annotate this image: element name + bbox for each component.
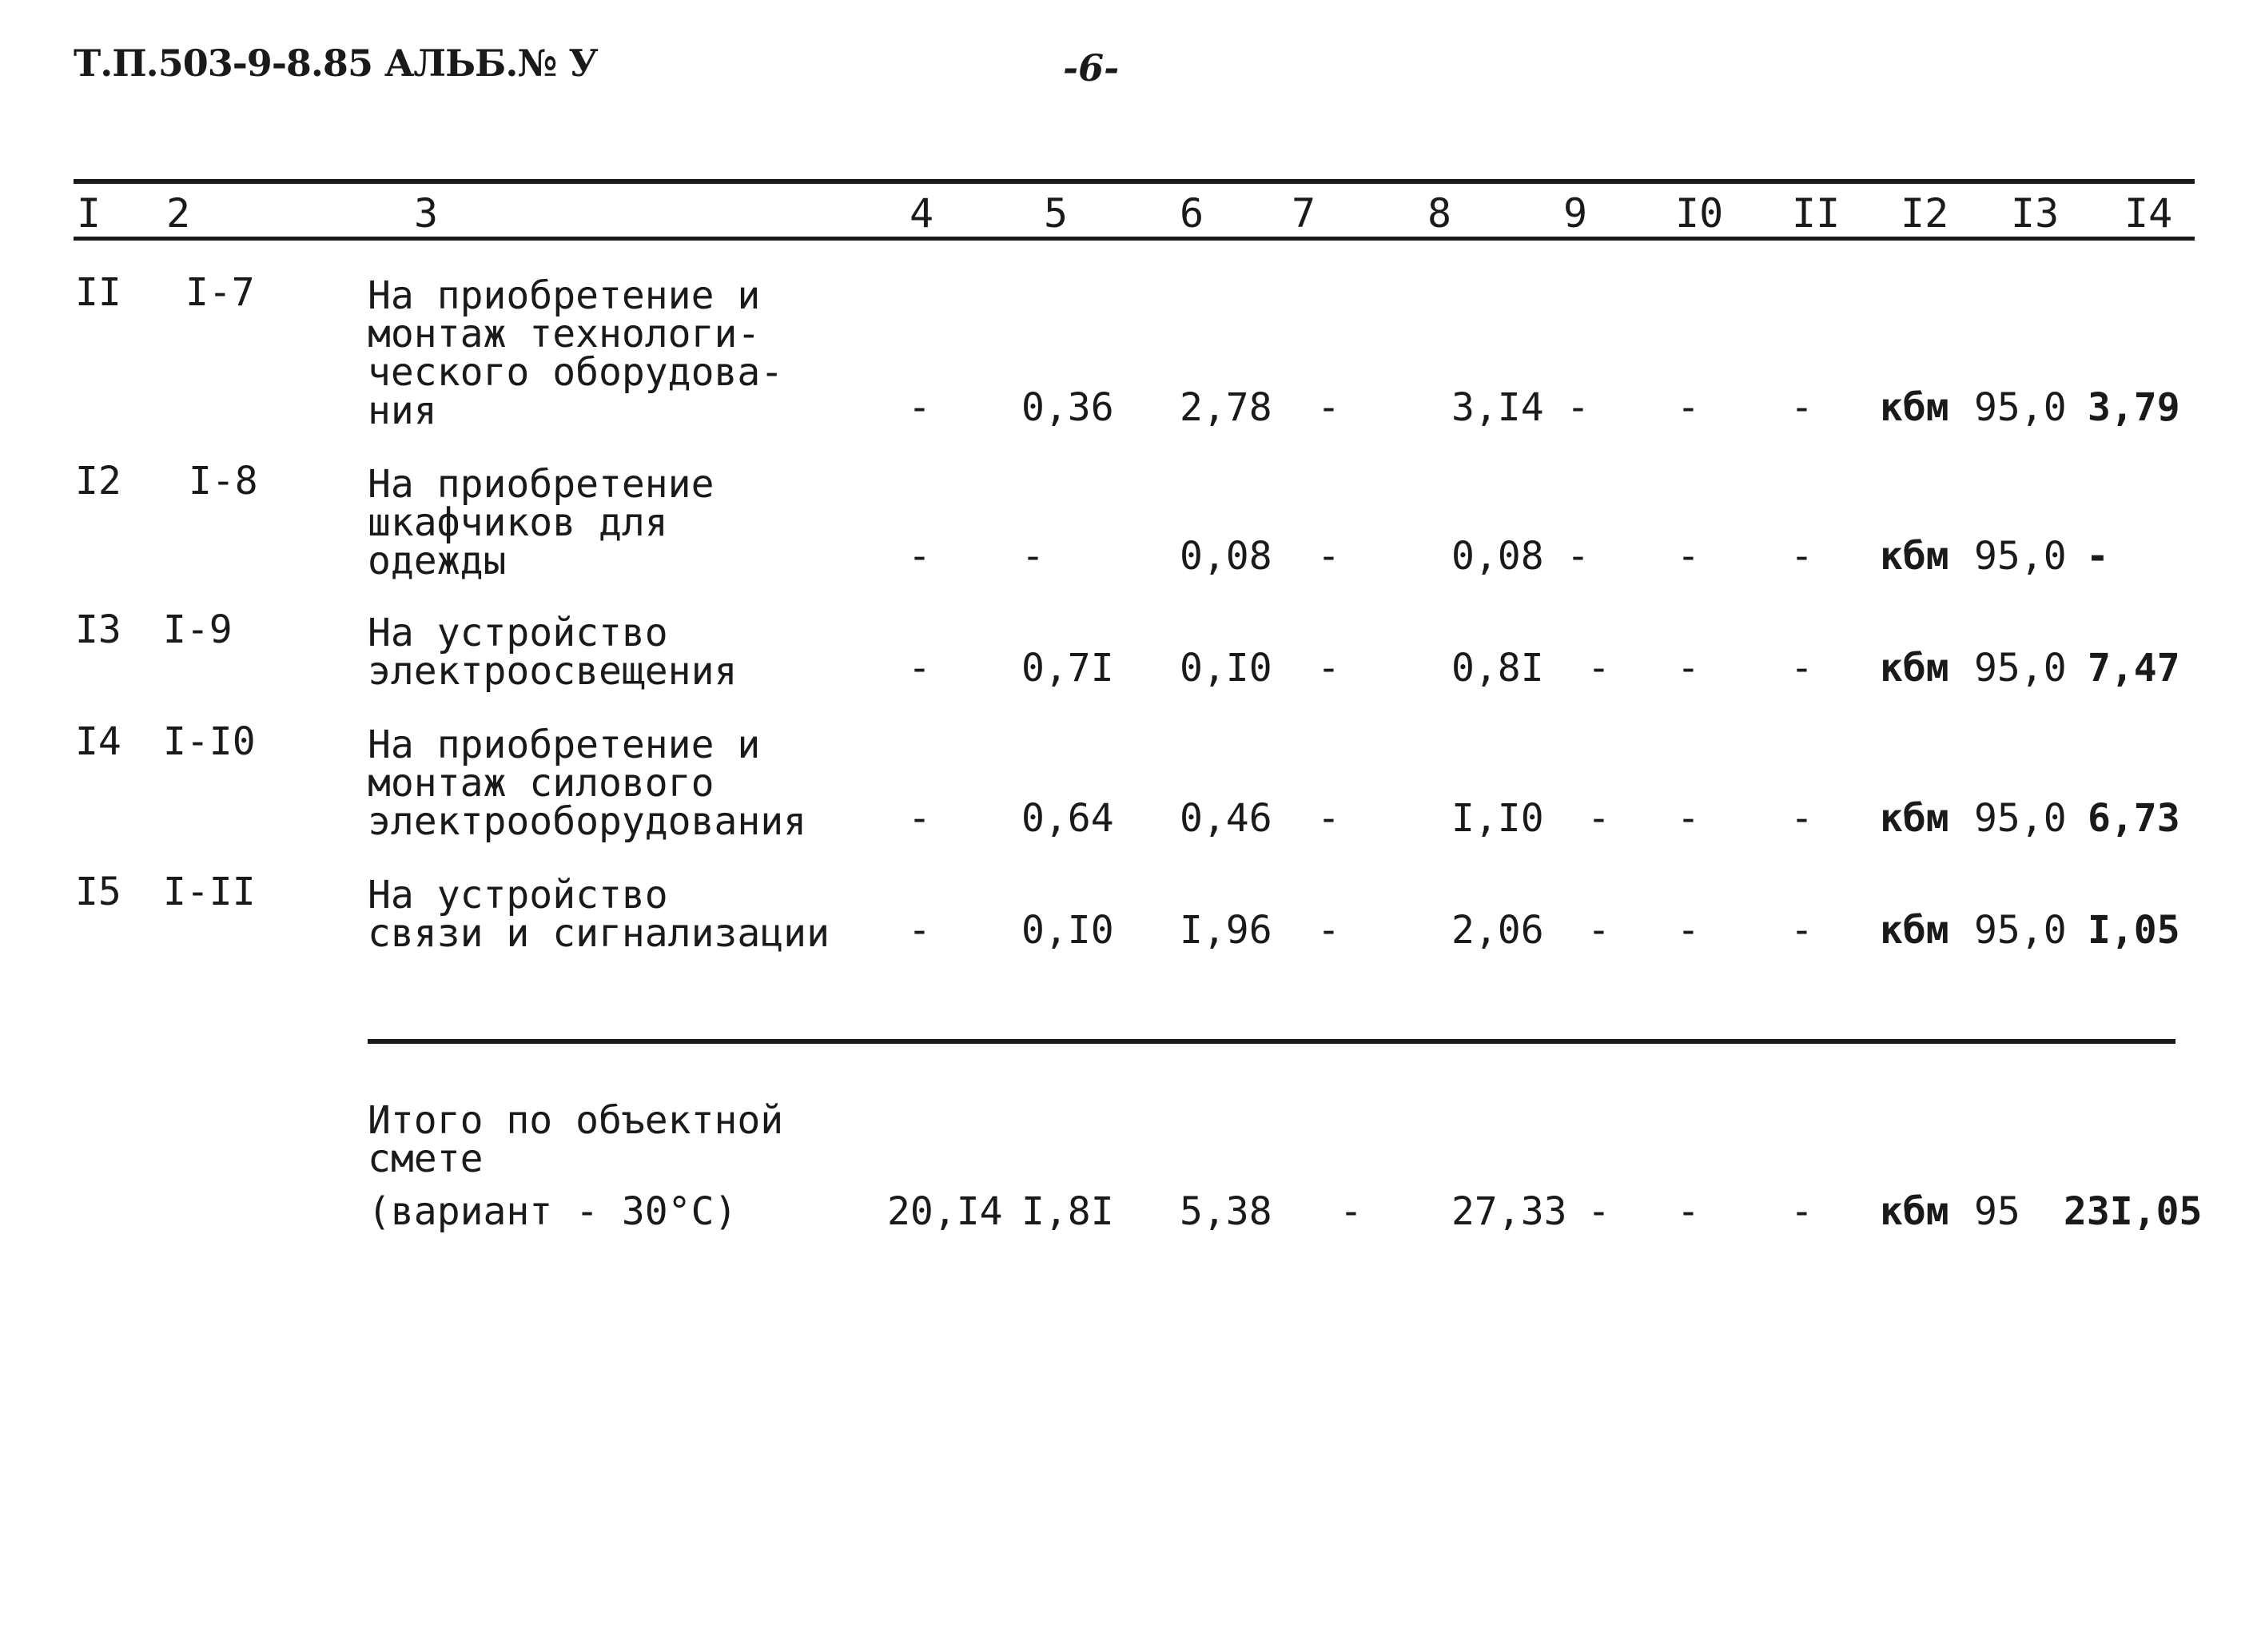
column-header: 2 [166,190,191,237]
cell-col9: - [1587,646,1610,691]
cell-col4: - [908,796,931,841]
total-col6: 5,38 [1180,1189,1272,1234]
cell-col9: - [1566,385,1590,430]
cell-col11: - [1790,534,1813,579]
cell-col10: - [1677,534,1700,579]
cell-col6: 0,08 [1180,534,1272,579]
total-col12: кбм [1880,1189,1949,1234]
cell-col14: 3,79 [2088,385,2180,430]
row-code: I-II [163,870,256,914]
cell-col10: - [1677,385,1700,430]
total-col9: - [1587,1189,1610,1234]
cell-col8: 2,06 [1451,908,1544,953]
cell-col11: - [1790,385,1813,430]
row-code: I-9 [163,607,233,652]
cell-col5: 0,7I [1021,646,1114,691]
row-code: I-8 [189,459,258,504]
cell-col12: кбм [1880,908,1949,953]
total-col8: 27,33 [1451,1189,1567,1234]
cell-col8: 0,08 [1451,534,1544,579]
cell-col4: - [908,646,931,691]
cell-col7: - [1317,796,1340,841]
row-description: На устройство электроосвещения [368,611,738,694]
cell-col7: - [1317,534,1340,579]
cell-col12: кбм [1880,646,1949,691]
cell-col6: I,96 [1180,908,1272,953]
cell-col10: - [1677,646,1700,691]
column-header: I2 [1901,190,1949,237]
column-header: I3 [2011,190,2060,237]
cell-col6: 0,46 [1180,796,1272,841]
row-description: На устройство связи и сигнализации [368,873,830,956]
cell-col10: - [1677,908,1700,953]
cell-col8: 0,8I [1451,646,1544,691]
cell-col11: - [1790,646,1813,691]
column-header: 4 [910,190,934,237]
cell-col14: 7,47 [2088,646,2180,691]
cell-col11: - [1790,908,1813,953]
column-header: I [77,190,102,237]
cell-col7: - [1317,385,1340,430]
cell-col7: - [1317,646,1340,691]
document-code: Т.П.503-9-8.85 АЛЬБ.№ У [74,42,598,85]
total-label: Итого по объектной смете [368,1098,784,1181]
cell-col4: - [908,908,931,953]
total-separator-rule [368,1039,2175,1044]
cell-col9: - [1566,534,1590,579]
cell-col5: - [1021,534,1045,579]
column-header: 3 [414,190,439,237]
cell-col7: - [1317,908,1340,953]
cell-col4: - [908,385,931,430]
row-number: I2 [75,459,121,504]
cell-col13: 95,0 [1974,385,2067,430]
cell-col14: - [2086,534,2109,579]
cell-col13: 95,0 [1974,796,2067,841]
cell-col6: 2,78 [1180,385,1272,430]
cell-col12: кбм [1880,534,1949,579]
table-top-rule [74,179,2195,184]
cell-col9: - [1587,796,1610,841]
column-header: II [1792,190,1841,237]
cell-col4: - [908,534,931,579]
row-number: II [75,270,121,315]
column-header: 7 [1292,190,1316,237]
row-number: I3 [75,607,121,652]
row-number: I4 [75,719,121,764]
total-col13: 95 [1974,1189,2020,1234]
cell-col9: - [1587,908,1610,953]
cell-col5: 0,I0 [1021,908,1114,953]
total-col10: - [1677,1189,1700,1234]
cell-col13: 95,0 [1974,908,2067,953]
cell-col11: - [1790,796,1813,841]
cell-col13: 95,0 [1974,646,2067,691]
cell-col14: 6,73 [2088,796,2180,841]
cell-col8: I,I0 [1451,796,1544,841]
cell-col8: 3,I4 [1451,385,1544,430]
cell-col12: кбм [1880,796,1949,841]
column-header: I4 [2124,190,2173,237]
table-header-rule [74,237,2195,241]
row-description: На приобретение и монтаж силового электрооборудования [368,723,807,844]
total-col4: 20,I4 [887,1189,1003,1234]
row-code: I-7 [185,270,255,315]
column-header: 8 [1427,190,1452,237]
cell-col10: - [1677,796,1700,841]
column-header: 9 [1563,190,1588,237]
cell-col5: 0,36 [1021,385,1114,430]
column-header: I0 [1675,190,1724,237]
cell-col14: I,05 [2088,908,2180,953]
cell-col5: 0,64 [1021,796,1114,841]
cell-col12: кбм [1880,385,1949,430]
total-col11: - [1790,1189,1813,1234]
cell-col6: 0,I0 [1180,646,1272,691]
row-description: На приобретение и монтаж технологи- ческого оборудова- ния [368,273,784,433]
column-header: 6 [1180,190,1204,237]
total-variant: (вариант - 30°С) [368,1189,738,1234]
row-number: I5 [75,870,121,914]
page-number: -6- [1063,46,1120,90]
row-code: I-I0 [163,719,256,764]
cell-col13: 95,0 [1974,534,2067,579]
total-col5: I,8I [1021,1189,1114,1234]
column-header: 5 [1044,190,1069,237]
row-description: На приобретение шкафчиков для одежды [368,462,715,583]
total-col7: - [1339,1189,1363,1234]
total-col14: 23I,05 [2064,1189,2203,1234]
